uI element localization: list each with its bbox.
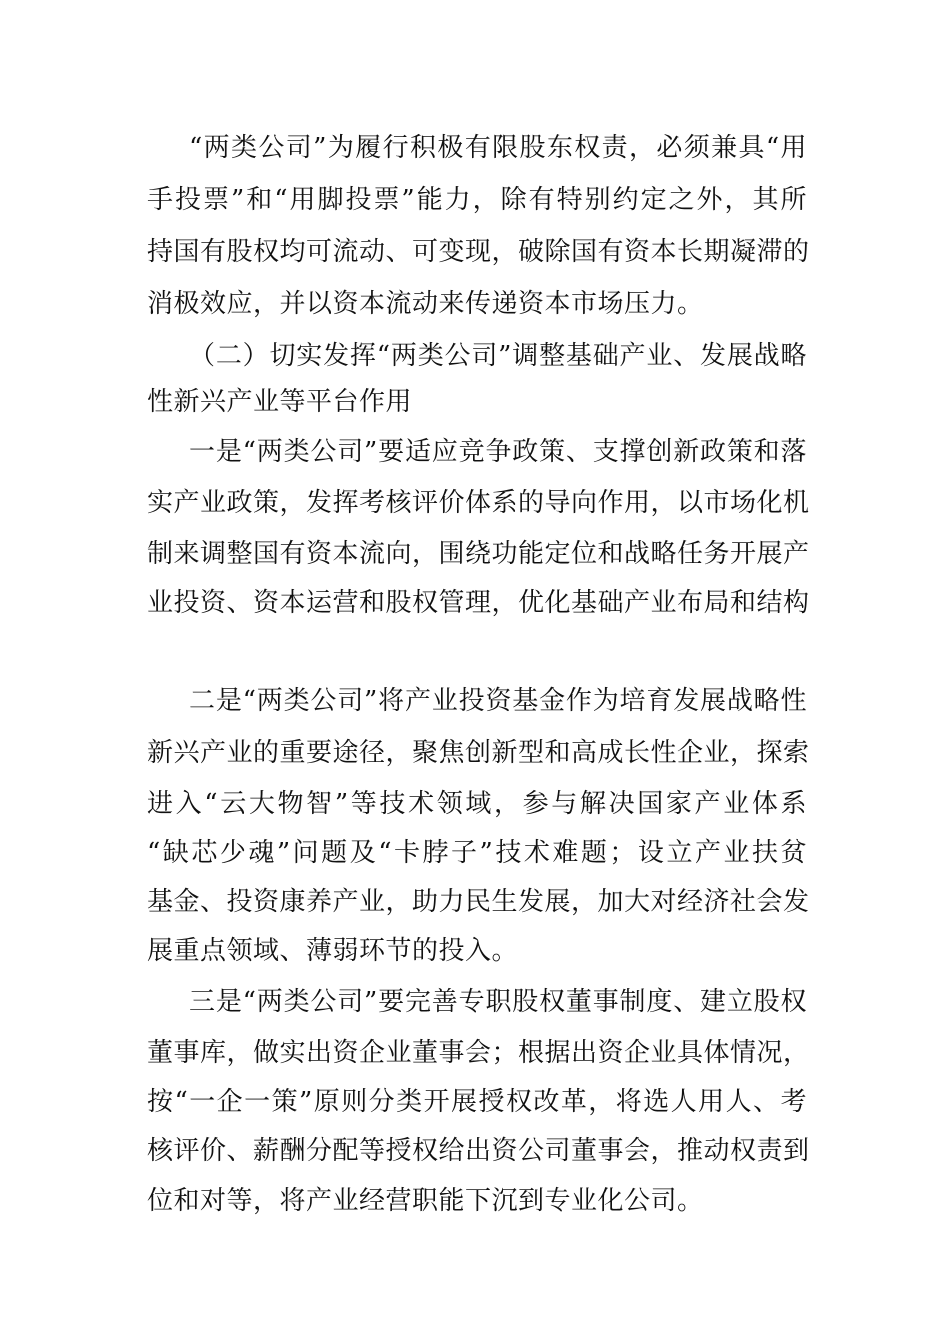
paragraph-3-line-3: 制来调整国有资本流向，围绕功能定位和战略任务开展产: [147, 539, 810, 569]
paragraph-5-line-3: 按“一企一策”原则分类开展授权改革，将选人用人、考: [147, 1087, 807, 1117]
paragraph-1-line-1: “两类公司”为履行积极有限股东权责，必须兼具“用: [189, 133, 807, 163]
paragraph-5-line-4: 核评价、薪酬分配等授权给出资公司董事会，推动权责到: [147, 1136, 810, 1166]
paragraph-5-line-2: 董事库，做实出资企业董事会；根据出资企业具体情况，: [147, 1038, 810, 1068]
section-heading-line-1: （二）切实发挥“两类公司”调整基础产业、发展战略: [189, 341, 807, 371]
paragraph-3-line-4: 业投资、资本运营和股权管理，优化基础产业布局和结构: [147, 588, 810, 618]
paragraph-4-line-1: 二是“两类公司”将产业投资基金作为培育发展战略性: [189, 686, 807, 716]
paragraph-1-line-3: 持国有股权均可流动、可变现，破除国有资本长期凝滞的: [147, 237, 810, 267]
paragraph-4-line-5: 基金、投资康养产业，助力民生发展，加大对经济社会发: [147, 887, 810, 917]
paragraph-4-line-3: 进入“云大物智”等技术领域，参与解决国家产业体系: [147, 789, 807, 819]
paragraph-1-line-4: 消极效应，并以资本流动来传递资本市场压力。: [147, 289, 704, 319]
paragraph-4-line-4: “缺芯少魂”问题及“卡脖子”技术难题；设立产业扶贫: [147, 838, 807, 868]
paragraph-3-line-2: 实产业政策，发挥考核评价体系的导向作用，以市场化机: [147, 488, 810, 518]
paragraph-4-line-2: 新兴产业的重要途径，聚焦创新型和高成长性企业，探索: [147, 738, 810, 768]
paragraph-4-line-6: 展重点领域、薄弱环节的投入。: [147, 936, 519, 966]
section-heading-line-2: 性新兴产业等平台作用: [147, 387, 413, 417]
paragraph-3-line-1: 一是“两类公司”要适应竞争政策、支撑创新政策和落: [189, 437, 807, 467]
paragraph-1-line-2: 手投票”和“用脚投票”能力，除有特别约定之外，其所: [147, 185, 807, 215]
paragraph-5-line-1: 三是“两类公司”要完善专职股权董事制度、建立股权: [189, 987, 807, 1017]
paragraph-5-line-5: 位和对等，将产业经营职能下沉到专业化公司。: [147, 1186, 704, 1216]
